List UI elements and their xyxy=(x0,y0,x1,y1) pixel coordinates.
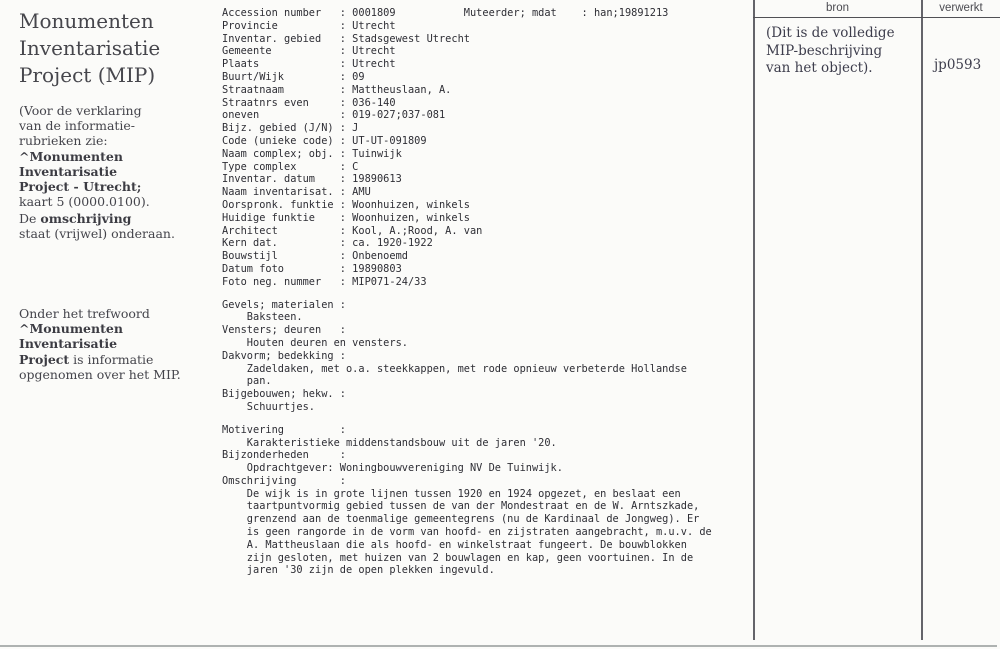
record-line: Zadeldaken, met o.a. steekkappen, met rode opnieuw verbeterde Hollandse xyxy=(222,362,687,375)
record-line: Motivering : xyxy=(222,423,346,436)
record-line: Inventar. datum : 19890613 xyxy=(222,173,402,186)
record-line: Houten deuren en vensters. xyxy=(222,336,408,349)
text-line xyxy=(19,118,219,133)
sidebar-note-omschrijving xyxy=(19,211,219,241)
sidebar-note-explanation xyxy=(19,103,219,209)
record-line: Code (unieke code) : UT-UT-091809 xyxy=(222,134,427,147)
text-line xyxy=(19,179,219,194)
text-line xyxy=(19,306,219,321)
record-line: Type complex : C xyxy=(222,160,359,173)
text-line xyxy=(19,321,219,351)
record-line: Bijgebouwen; hekw. : xyxy=(222,388,346,401)
text-segment: Project xyxy=(19,351,70,367)
text-segment: is informatie xyxy=(69,351,154,367)
text-line: (Dit is de volledige xyxy=(766,25,895,41)
text-line xyxy=(19,194,219,209)
record-line: Vensters; deuren : xyxy=(222,324,346,337)
bron-column-header: bron xyxy=(825,2,850,14)
record-line: Buurt/Wijk : 09 xyxy=(222,70,365,83)
text-line xyxy=(19,367,219,382)
record-line: Kern dat. : ca. 1920-1922 xyxy=(222,237,433,250)
record-line: Gemeente : Utrecht xyxy=(222,45,396,58)
record-line: Provincie : Utrecht xyxy=(222,19,396,32)
bottom-rule xyxy=(0,645,997,647)
record-line: Omschrijving : xyxy=(222,474,346,487)
record-line: Oorspronk. funktie : Woonhuizen, winkels xyxy=(222,198,470,211)
record-line: Bijzonderheden : xyxy=(222,449,346,462)
text-line xyxy=(19,226,219,241)
text-line xyxy=(19,211,219,226)
sidebar-note-trefwoord xyxy=(19,306,219,382)
record-line: oneven : 019-027;037-081 xyxy=(222,109,446,122)
text-segment: Project - Utrecht; xyxy=(19,179,142,195)
record-line: pan. xyxy=(222,375,272,388)
text-segment: ^Monumenten Inventarisatie xyxy=(19,321,123,352)
verwerkt-value: jp0593 xyxy=(934,57,982,73)
record-line: Datum foto : 19890803 xyxy=(222,262,402,275)
text-line: Inventarisatie xyxy=(19,36,161,60)
text-segment: Onder het trefwoord xyxy=(19,306,150,321)
text-line: MIP-beschrijving xyxy=(766,42,883,59)
record-text xyxy=(222,7,752,577)
record-line: Baksteen. xyxy=(222,311,303,324)
panel-left-rule xyxy=(753,0,755,640)
text-line xyxy=(19,133,219,148)
bron-note xyxy=(766,25,916,78)
record-line: De wijk is in grote lijnen tussen 1920 en 1924 opgezet, en beslaat een xyxy=(222,487,681,500)
record-line: is geen rangorde in de vorm van hoofd- en zijstraten aangebracht, m.u.v. de xyxy=(222,526,712,539)
text-line: Monumenten xyxy=(19,9,154,33)
record-line: A. Mattheuslaan die als hoofd- en winkelstraat fungeert. De bouwblokken xyxy=(222,538,687,551)
line-gap xyxy=(222,289,752,299)
text-segment: rubrieken zie: xyxy=(19,133,108,149)
record-line: zijn gesloten, met huizen van 2 bouwlagen en kap, geen voortuinen. In de xyxy=(222,551,694,564)
panel-column-divider xyxy=(921,0,923,640)
record-line: Gevels; materialen : xyxy=(222,298,346,311)
record-line: Schuurtjes. xyxy=(222,400,315,413)
verwerkt-column-header: verwerkt xyxy=(939,2,983,14)
text-segment: kaart 5 (0000.0100). xyxy=(19,194,150,210)
record-line: taartpuntvormig gebied tussen de van der Mondestraat en de W. Arntszkade, xyxy=(222,500,700,513)
record-line: Accession number : 0001809 Muteerder; mdat : han;19891213 xyxy=(222,7,669,19)
record-line: Architect : Kool, A.;Rood, A. van xyxy=(222,224,483,237)
text-line: Project (MIP) xyxy=(19,63,156,87)
text-segment: opgenomen over het MIP. xyxy=(19,366,181,382)
text-line xyxy=(19,149,219,179)
text-segment: ^Monumenten Inventarisatie xyxy=(19,148,123,179)
text-line: van het object). xyxy=(766,60,873,76)
record-line: Naam inventarisat. : AMU xyxy=(222,186,371,199)
bron-verwerkt-panel xyxy=(753,0,1000,644)
record-line: Plaats : Utrecht xyxy=(222,58,396,71)
record-line: Straatnaam : Mattheuslaan, A. xyxy=(222,83,452,96)
text-segment: De xyxy=(19,211,41,226)
record-line: Bijz. gebied (J/N) : J xyxy=(222,122,359,135)
record-line: Dakvorm; bedekking : xyxy=(222,349,346,362)
text-segment: staat (vrijwel) onderaan. xyxy=(19,226,175,242)
text-line xyxy=(19,103,219,118)
record-line: Bouwstijl : Onbenoemd xyxy=(222,250,408,263)
line-gap xyxy=(222,414,752,424)
panel-header-row xyxy=(753,0,1000,18)
record-line: Huidige funktie : Woonhuizen, winkels xyxy=(222,211,470,224)
text-segment: (Voor de verklaring xyxy=(19,103,142,118)
record-line: Naam complex; obj. : Tuinwijk xyxy=(222,147,402,160)
record-line: jaren '30 zijn de open plekken ingevuld. xyxy=(222,564,495,577)
page-title xyxy=(19,8,219,89)
record-line: Foto neg. nummer : MIP071-24/33 xyxy=(222,275,427,288)
record-line: Straatnrs even : 036-140 xyxy=(222,96,396,109)
text-segment: omschrijving xyxy=(40,211,132,226)
record-line: Karakteristieke middenstandsbouw uit de jaren '20. xyxy=(222,436,557,449)
record-line: Inventar. gebied : Stadsgewest Utrecht xyxy=(222,32,470,45)
text-line xyxy=(19,352,219,367)
record-line: Opdrachtgever: Woningbouwvereniging NV De Tuinwijk. xyxy=(222,462,563,475)
text-segment: van de informatie- xyxy=(19,118,136,134)
record-line: grenzend aan de toenmalige gemeentegrens (nu de Kardinaal de Jongweg). Er xyxy=(222,513,700,526)
